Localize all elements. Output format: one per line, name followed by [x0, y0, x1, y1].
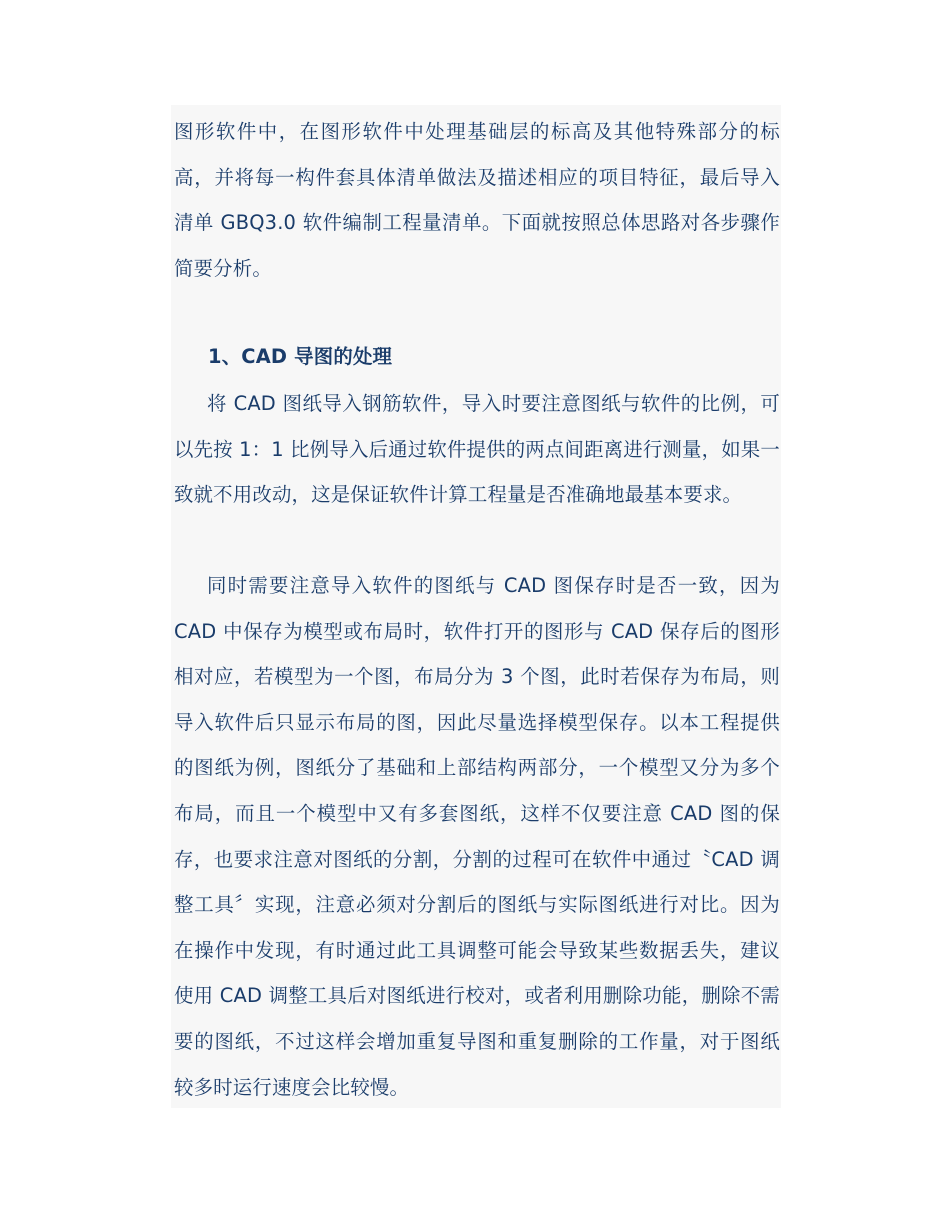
paragraph-intro: 图形软件中，在图形软件中处理基础层的标高及其他特殊部分的标高，并将每一构件套具体清单做法及描述相应的项目特征，最后导入清单 GBQ3.0 软件编制工程量清单。下面就按照总体思路对各步骤作简要分析。: [174, 120, 780, 280]
section-heading: 1、CAD 导图的处理: [208, 345, 393, 368]
paragraph-cad-save: 同时需要注意导入软件的图纸与 CAD 图保存时是否一致，因为 CAD 中保存为模型或布局时，软件打开的图形与 CAD 保存后的图形相对应，若模型为一个图，布局分为 3 个图，此时若保存为布局，则导入软件后只显示布局的图，因此尽量选择模型保存。以本工程提供的图纸为例，图纸分了基础和上部结构两部分，一个模型又分为多个布局，而且一个模型中又有多套图纸，这样不仅要注意 CAD 图的保存，也要求注意对图纸的分割，分割的过程可在软件中通过〝CAD 调整工具〞实现，注意必须对分割后的图纸与实际图纸进行对比。因为在操作中发现，有时通过此工具调整可能会导致某些数据丢失，建议使用 CAD 调整工具后对图纸进行校对，或者利用删除功能，删除不需要的图纸，不过这样会增加重复导图和重复删除的工作量，对于图纸较多时运行速度会比较慢。: [174, 574, 780, 1099]
paragraph-cad-import: 将 CAD 图纸导入钢筋软件，导入时要注意图纸与软件的比例，可以先按 1：1 比例导入后通过软件提供的两点间距离进行测量，如果一致就不用改动，这是保证软件计算工程量是否准确地最基本要求。: [174, 392, 780, 507]
